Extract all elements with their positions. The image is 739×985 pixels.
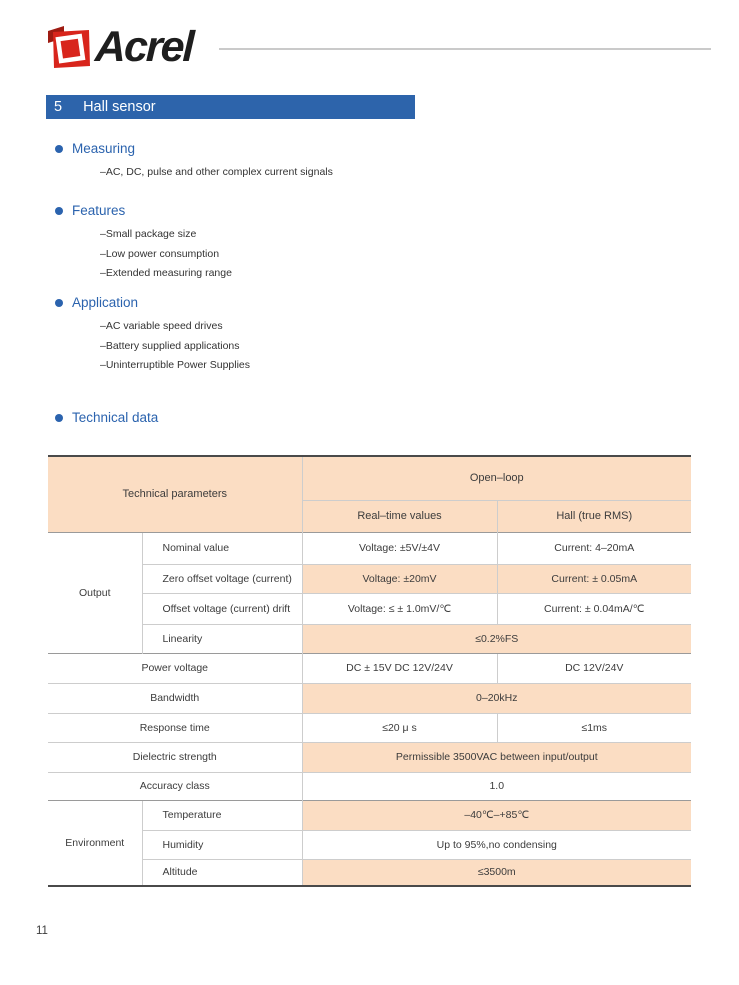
param-value: Up to 95%,no condensing xyxy=(302,830,691,859)
table-row xyxy=(48,859,691,886)
param-value: Current: ± 0.04mA/℃ xyxy=(497,593,691,624)
param-value: Voltage: ≤ ± 1.0mV/℃ xyxy=(302,593,497,624)
bullet-icon xyxy=(55,299,63,307)
param-value: Current: ± 0.05mA xyxy=(497,564,691,593)
header-cell-openloop: Open–loop xyxy=(302,456,691,500)
header-cell-realtime: Real–time values xyxy=(302,500,497,532)
param-value: ≤20 μ s xyxy=(302,713,497,742)
list-item: –AC variable speed drives xyxy=(100,320,223,332)
table-row xyxy=(48,800,691,830)
section-measuring xyxy=(55,141,333,183)
chapter-number: 5 xyxy=(54,99,63,115)
param-label: Dielectric strength xyxy=(48,742,302,772)
section-item-list xyxy=(100,225,232,284)
acrel-logo-icon xyxy=(46,24,92,70)
param-value: 0–20kHz xyxy=(302,683,691,713)
table-row xyxy=(48,593,691,624)
param-value: ≤3500m xyxy=(302,859,691,886)
bullet-icon xyxy=(55,207,63,215)
param-value: Voltage: ±5V/±4V xyxy=(302,532,497,564)
brand-logo xyxy=(46,24,193,70)
table-row xyxy=(48,532,691,564)
table-row xyxy=(48,456,691,500)
param-value: Permissible 3500VAC between input/output xyxy=(302,742,691,772)
param-label: Linearity xyxy=(142,624,302,653)
page-number: 11 xyxy=(36,925,48,937)
param-label: Accuracy class xyxy=(48,772,302,800)
param-label: Offset voltage (current) drift xyxy=(142,593,302,624)
list-item: –Low power consumption xyxy=(100,247,220,260)
table-row xyxy=(48,772,691,800)
table-row xyxy=(48,653,691,683)
section-title: Application xyxy=(72,295,139,310)
param-label: Temperature xyxy=(142,800,302,830)
param-value: ≤0.2%FS xyxy=(302,624,691,653)
param-value: ≤1ms xyxy=(497,713,691,742)
list-item: –AC, DC, pulse and other complex current signals xyxy=(100,166,333,178)
table-row xyxy=(48,742,691,772)
technical-data-table xyxy=(48,455,691,887)
brand-name: Acrel xyxy=(94,23,194,71)
list-item: –Extended measuring range xyxy=(100,267,232,279)
header-cell-parameters: Technical parameters xyxy=(48,456,302,532)
param-value: Current: 4–20mA xyxy=(497,532,691,564)
chapter-title: Hall sensor xyxy=(83,99,156,115)
table-row xyxy=(48,624,691,653)
section-heading xyxy=(55,410,158,425)
bullet-icon xyxy=(55,414,63,422)
section-title: Technical data xyxy=(72,410,159,425)
table-row xyxy=(48,683,691,713)
param-value: DC ± 15V DC 12V/24V xyxy=(302,653,497,683)
param-label: Nominal value xyxy=(142,532,302,564)
group-cell-output: Output xyxy=(48,532,142,653)
bullet-icon xyxy=(55,145,63,153)
section-item-list xyxy=(100,163,333,183)
section-features xyxy=(55,203,232,284)
param-label: Humidity xyxy=(142,830,302,859)
header-cell-hall: Hall (true RMS) xyxy=(497,500,691,532)
param-label: Bandwidth xyxy=(48,683,302,713)
table-row xyxy=(48,564,691,593)
table-row xyxy=(48,713,691,742)
table-row xyxy=(48,830,691,859)
section-item-list xyxy=(100,317,250,376)
param-label: Power voltage xyxy=(48,653,302,683)
section-title: Measuring xyxy=(72,141,136,156)
param-value: DC 12V/24V xyxy=(497,653,691,683)
param-label: Altitude xyxy=(142,859,302,886)
section-heading xyxy=(55,141,333,156)
param-label: Zero offset voltage (current) xyxy=(142,564,302,593)
param-value: –40℃–+85℃ xyxy=(302,800,691,830)
list-item: –Battery supplied applications xyxy=(100,339,240,352)
section-technical-data xyxy=(55,410,158,425)
param-value: 1.0 xyxy=(302,772,691,800)
section-application xyxy=(55,295,250,376)
header-rule xyxy=(219,48,711,50)
group-cell-environment: Environment xyxy=(48,800,142,886)
section-heading xyxy=(55,295,250,310)
section-heading xyxy=(55,203,232,218)
section-title: Features xyxy=(72,203,126,218)
list-item: –Uninterruptible Power Supplies xyxy=(100,359,250,371)
chapter-bar xyxy=(46,95,415,119)
param-value: Voltage: ±20mV xyxy=(302,564,497,593)
list-item: –Small package size xyxy=(100,228,197,240)
param-label: Response time xyxy=(48,713,302,742)
